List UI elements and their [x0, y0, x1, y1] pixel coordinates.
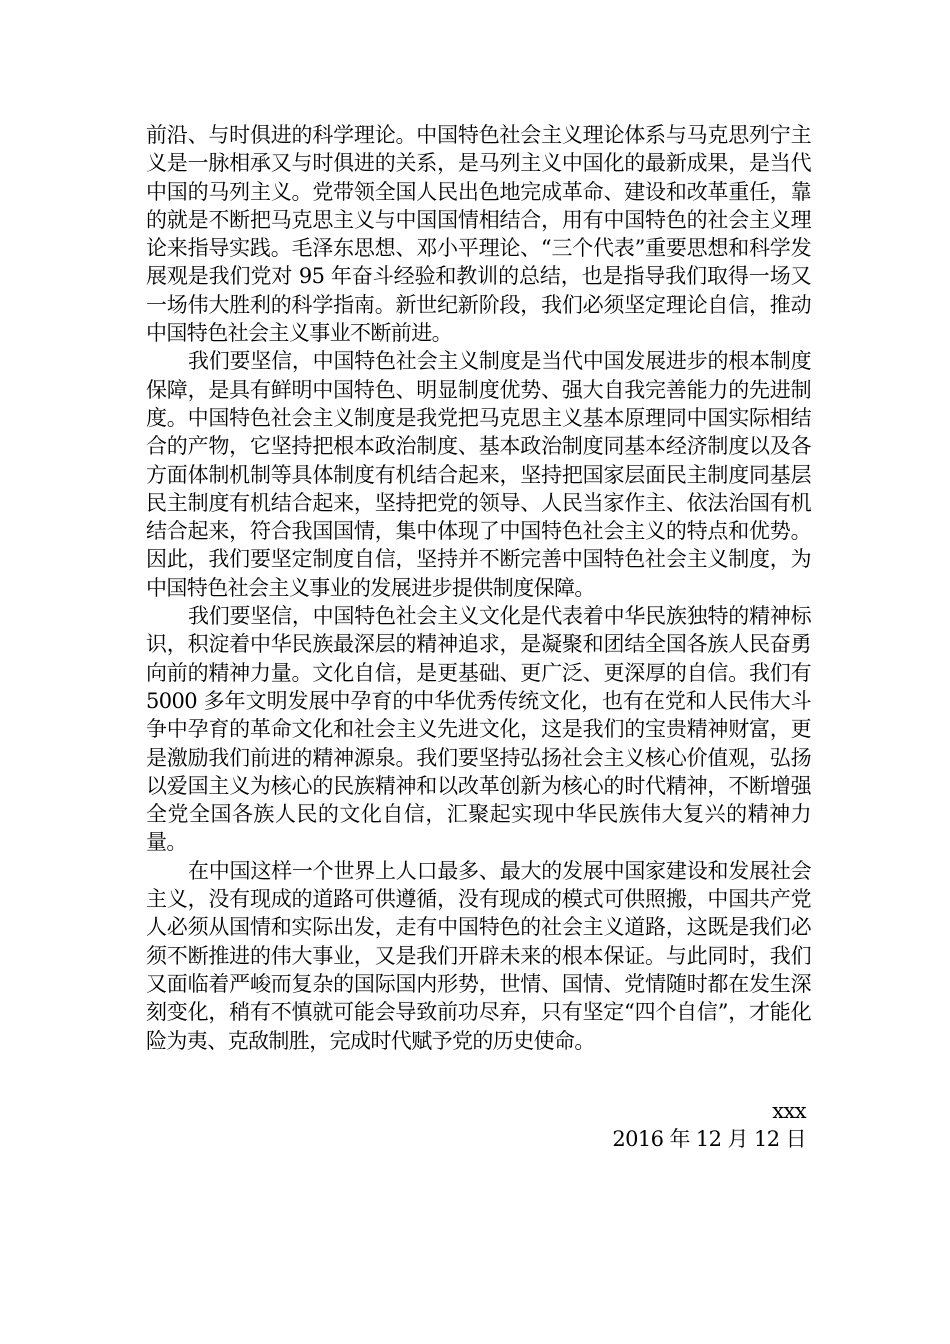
document-body: [146, 121, 811, 1055]
paragraph-culture-confidence: 我们要坚信，中国特色社会主义文化是代表着中华民族独特的精神标识，积淀着中华民族最深层的精神追求，是凝聚和团结全国各族人民奋勇向前的精神力量。文化自信，是更基础、更广泛、更深厚的自信。我们有 5000 多年文明发展中孕育的中华优秀传统文化，也有在党和人民伟大斗争中孕育的革命文化和社会主义先进文化，这是我们的宝贵精神财富，更是激励我们前进的精神源泉。我们要坚持弘扬社会主义核心价值观，弘扬以爱国主义为核心的民族精神和以改革创新为核心的时代精神，不断增强全党全国各族人民的文化自信，汇聚起实现中华民族伟大复兴的精神力量。: [146, 604, 811, 855]
paragraph-continuation: 前沿、与时俱进的科学理论。中国特色社会主义理论体系与马克思列宁主义是一脉相承又与时俱进的关系，是马列主义中国化的最新成果，是当代中国的马列主义。党带领全国人民出色地完成革命、建设和改革重任，靠的就是不断把马克思主义与中国国情相结合，用有中国特色的社会主义理论来指导实践。毛泽东思想、邓小平理论、“三个代表”重要思想和科学发展观是我们党对 95 年奋斗经验和教训的总结，也是指导我们取得一场又一场伟大胜利的科学指南。新世纪新阶段，我们必须坚定理论自信，推动中国特色社会主义事业不断前进。: [146, 123, 811, 346]
signature-date: 2016 年 12 月 12 日: [612, 1127, 806, 1151]
signature-block: [612, 1097, 806, 1153]
paragraph-system-confidence: 我们要坚信，中国特色社会主义制度是当代中国发展进步的根本制度保障，是具有鲜明中国特色、明显制度优势、强大自我完善能力的先进制度。中国特色社会主义制度是我党把马克思主义基本原理同中国实际相结合的产物，它坚持把根本政治制度、基本政治制度同基本经济制度以及各方面体制机制等具体制度有机结合起来，坚持把国家层面民主制度同基层民主制度有机结合起来，坚持把党的领导、人民当家作主、依法治国有机结合起来，符合我国国情，集中体现了中国特色社会主义的特点和优势。因此，我们要坚定制度自信，坚持并不断完善中国特色社会主义制度，为中国特色社会主义事业的发展进步提供制度保障。: [146, 349, 811, 600]
signature-author: xxx: [772, 1099, 806, 1123]
paragraph-conclusion: 在中国这样一个世界上人口最多、最大的发展中国家建设和发展社会主义，没有现成的道路可供遵循，没有现成的模式可供照搬，中国共产党人必须从国情和实际出发，走有中国特色的社会主义道路，这既是我们必须不断推进的伟大事业，又是我们开辟未来的根本保证。与此同时，我们又面临着严峻而复杂的国际国内形势，世情、国情、党情随时都在发生深刻变化，稍有不慎就可能会导致前功尽弃，只有坚定“四个自信”，才能化险为夷、克敌制胜，完成时代赋予党的历史使命。: [146, 858, 811, 1053]
